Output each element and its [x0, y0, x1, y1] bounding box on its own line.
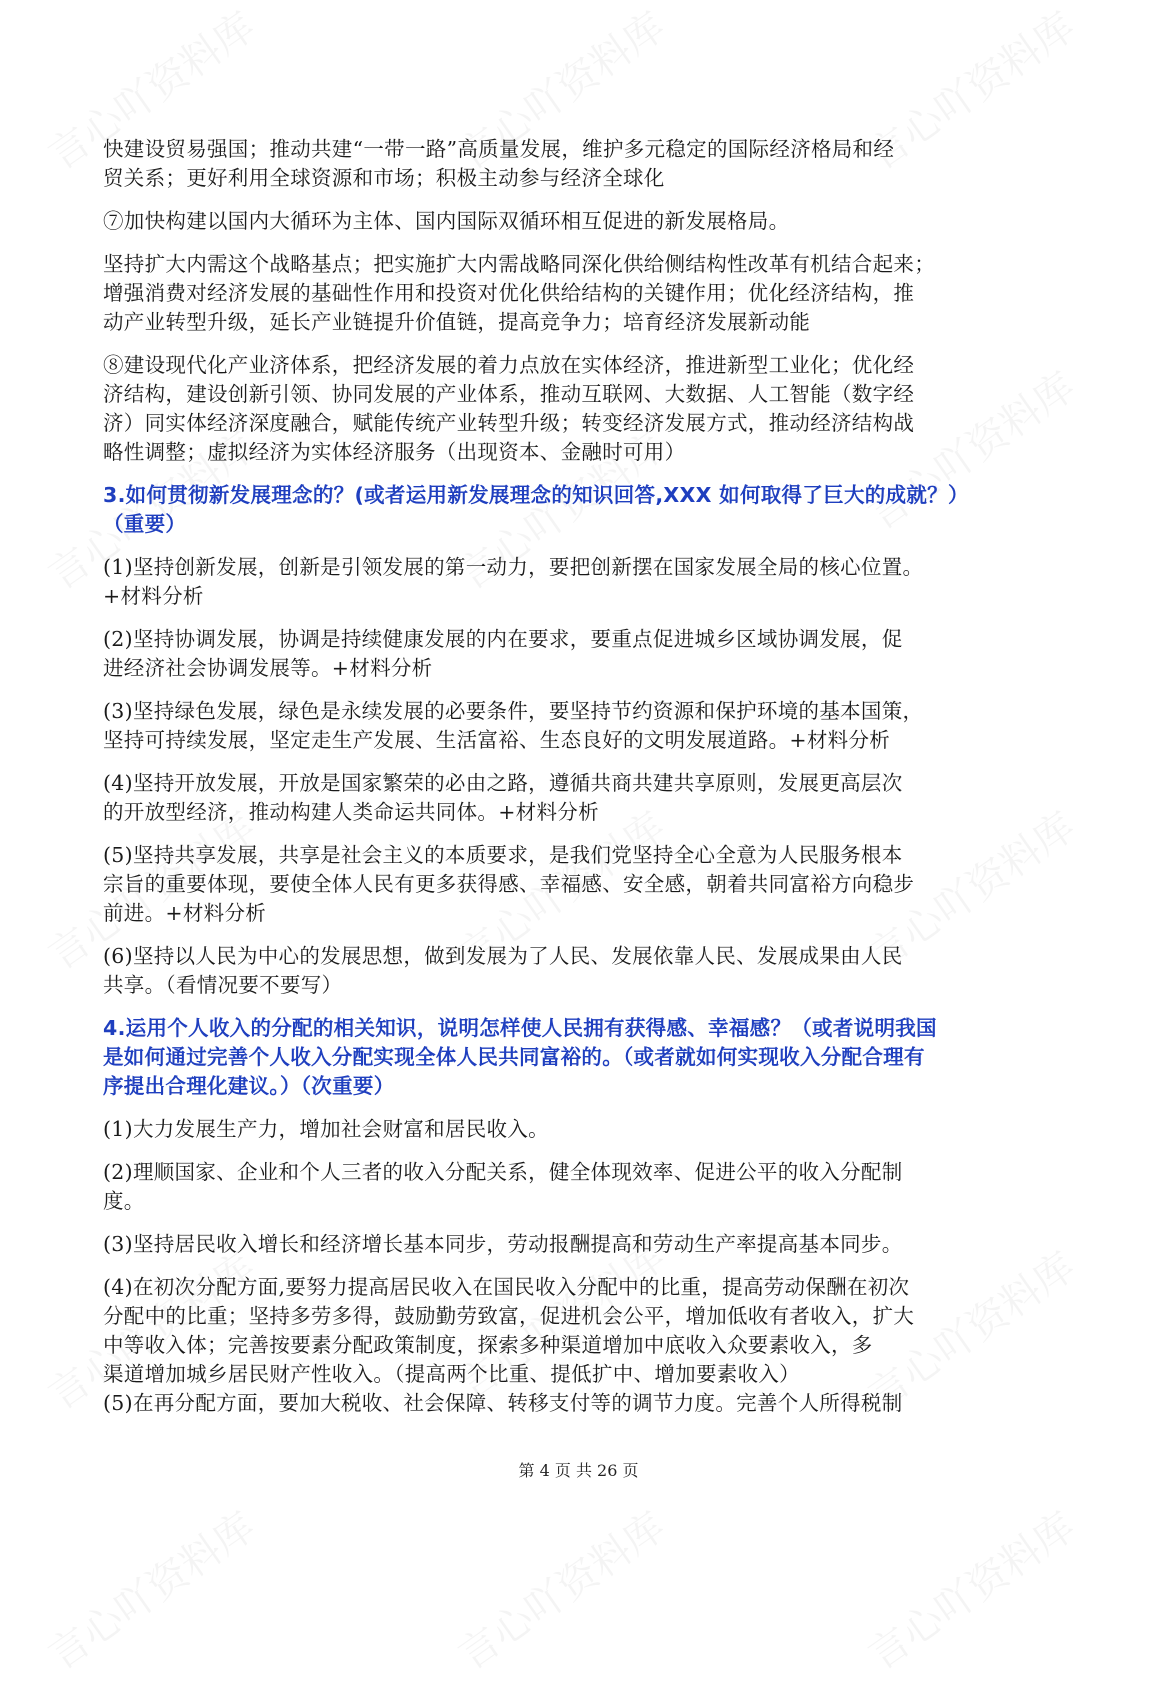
- text-line: (1)坚持创新发展，创新是引领发展的第一动力，要把创新摆在国家发展全局的核心位置。: [103, 555, 924, 579]
- text-line: 4.运用个人收入的分配的相关知识，说明怎样使人民拥有获得感、幸福感？（或者说明我国: [103, 1016, 937, 1040]
- text-line: 进经济社会协调发展等。+材料分析: [103, 656, 433, 680]
- paragraph: [103, 135, 1023, 193]
- text-line: ⑦加快构建以国内大循环为主体、国内国际双循环相互促进的新发展格局。: [103, 209, 790, 233]
- text-line: (3)坚持居民收入增长和经济增长基本同步，劳动报酬提高和劳动生产率提高基本同步。: [103, 1232, 903, 1256]
- text-line: (5)坚持共享发展，共享是社会主义的本质要求，是我们党坚持全心全意为人民服务根本: [103, 843, 903, 867]
- text-line: 是如何通过完善个人收入分配实现全体人民共同富裕的。（或者就如何实现收入分配合理有: [103, 1045, 925, 1069]
- paragraph: [103, 1389, 1023, 1418]
- text-line: (2)坚持协调发展，协调是持续健康发展的内在要求，要重点促进城乡区域协调发展，促: [103, 627, 903, 651]
- text-line: 度。: [103, 1189, 145, 1213]
- section-heading: [103, 481, 1023, 539]
- text-line: 共享。（看情况要不要写）: [103, 973, 343, 997]
- text-line: 济结构，建设创新引领、协同发展的产业体系，推动互联网、大数据、人工智能（数字经: [103, 382, 915, 406]
- paragraph: [103, 1273, 1023, 1389]
- text-line: 渠道增加城乡居民财产性收入。（提高两个比重、提低扩中、增加要素收入）: [103, 1362, 800, 1386]
- paragraph: [103, 553, 1023, 611]
- text-line: (2)理顺国家、企业和个人三者的收入分配关系，健全体现效率、促进公平的收入分配制: [103, 1160, 903, 1184]
- text-line: 中等收入体；完善按要素分配政策制度，探索多种渠道增加中底收入众要素收入，多: [103, 1333, 873, 1357]
- page-footer: 第 4 页 共 26 页: [518, 1461, 639, 1480]
- paragraph: [103, 207, 1023, 236]
- text-line: +材料分析: [103, 584, 204, 608]
- text-line: 快建设贸易强国；推动共建“一带一路”高质量发展，维护多元稳定的国际经济格局和经: [103, 137, 895, 161]
- text-line: 序提出合理化建议。）（次重要）: [103, 1074, 395, 1098]
- text-line: ⑧建设现代化产业济体系，把经济发展的着力点放在实体经济，推进新型工业化；优化经: [103, 353, 915, 377]
- paragraph: [103, 1158, 1023, 1216]
- text-line: 3.如何贯彻新发展理念的？(或者运用新发展理念的知识回答,XXX 如何取得了巨大的成就？）: [103, 483, 969, 507]
- paragraph: [103, 1230, 1023, 1259]
- paragraph: [103, 841, 1023, 928]
- watermark-text: [445, 1496, 674, 1680]
- paragraph: [103, 1115, 1023, 1144]
- text-line: （重要）: [103, 512, 187, 536]
- text-line: 宗旨的重要体现，要使全体人民有更多获得感、幸福感、安全感，朝着共同富裕方向稳步: [103, 872, 915, 896]
- text-line: 贸关系；更好利用全球资源和市场；积极主动参与经济全球化: [103, 166, 665, 190]
- text-line: 增强消费对经济发展的基础性作用和投资对优化供给结构的关键作用；优化经济结构，推: [103, 281, 915, 305]
- text-line: (3)坚持绿色发展，绿色是永续发展的必要条件，要坚持节约资源和保护环境的基本国策，: [103, 699, 924, 723]
- document-body: [103, 135, 1023, 1432]
- paragraph: [103, 942, 1023, 1000]
- paragraph: [103, 697, 1023, 755]
- text-line: (4)在初次分配方面,要努力提高居民收入在国民收入分配中的比重，提高劳动保酬在初次: [103, 1275, 910, 1299]
- paragraph: [103, 351, 1023, 467]
- text-line: 前进。+材料分析: [103, 901, 267, 925]
- text-line: (5)在再分配方面，要加大税收、社会保障、转移支付等的调节力度。完善个人所得税制: [103, 1391, 903, 1415]
- text-line: (4)坚持开放发展，开放是国家繁荣的必由之路，遵循共商共建共享原则，发展更高层次: [103, 771, 903, 795]
- text-line: 济）同实体经济深度融合，赋能传统产业转型升级；转变经济发展方式，推动经济结构战: [103, 411, 915, 435]
- watermark-text: [35, 1496, 264, 1680]
- paragraph: [103, 769, 1023, 827]
- text-line: 的开放型经济，推动构建人类命运共同体。+材料分析: [103, 800, 599, 824]
- section-heading: [103, 1014, 1023, 1101]
- paragraph: [103, 625, 1023, 683]
- text-line: 坚持可持续发展，坚定走生产发展、生活富裕、生态良好的文明发展道路。+材料分析: [103, 728, 891, 752]
- text-line: 略性调整；虚拟经济为实体经济服务（出现资本、金融时可用）: [103, 440, 686, 464]
- text-line: (1)大力发展生产力，增加社会财富和居民收入。: [103, 1117, 549, 1141]
- watermark-text: [855, 1496, 1084, 1680]
- text-line: 动产业转型升级，延长产业链提升价值链，提高竞争力；培育经济发展新动能: [103, 310, 811, 334]
- paragraph: [103, 250, 1023, 337]
- text-line: 分配中的比重；坚持多劳多得，鼓励勤劳致富，促进机会公平，增加低收有者收入，扩大: [103, 1304, 915, 1328]
- text-line: (6)坚持以人民为中心的发展思想，做到发展为了人民、发展依靠人民、发展成果由人民: [103, 944, 903, 968]
- text-line: 坚持扩大内需这个战略基点；把实施扩大内需战略同深化供给侧结构性改革有机结合起来；: [103, 252, 935, 276]
